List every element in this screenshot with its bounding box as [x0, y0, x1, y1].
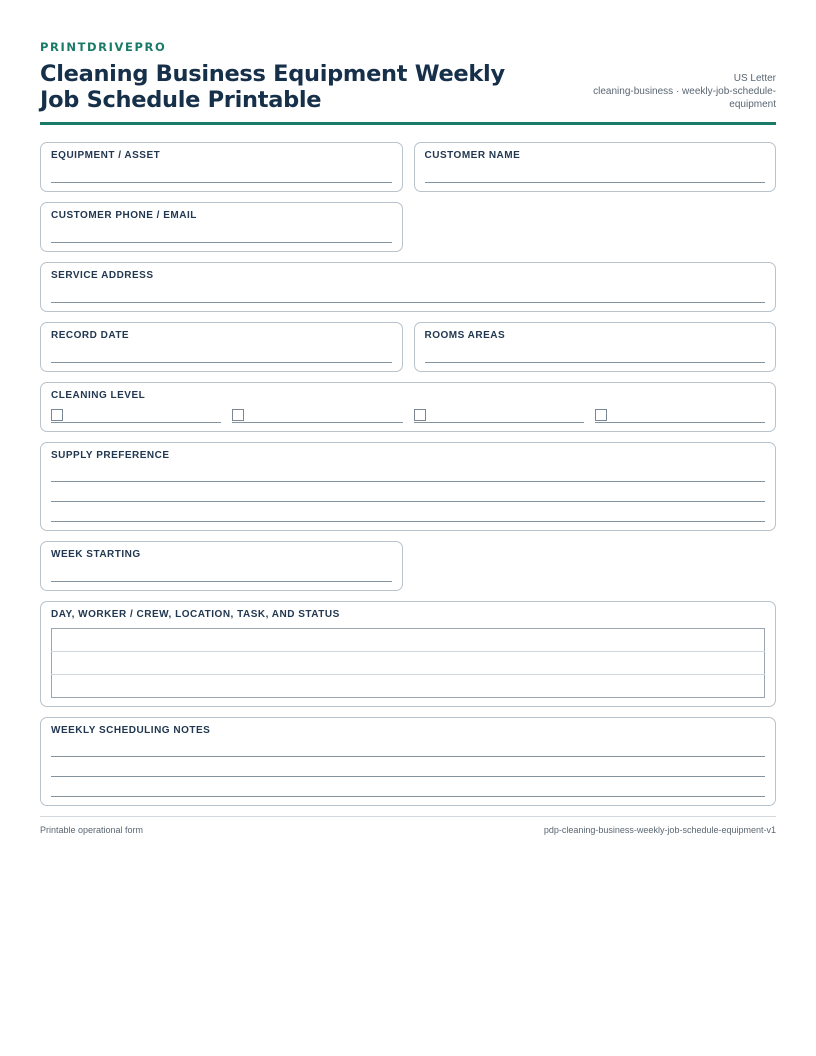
- cleaning-level-field: [40, 382, 776, 432]
- checkbox[interactable]: [414, 409, 426, 421]
- page-title: Cleaning Business Equipment Weekly Job Schedule Printable: [40, 61, 505, 113]
- record-date-input-line[interactable]: [51, 342, 392, 363]
- paper-size: US Letter: [733, 73, 776, 84]
- row-notes: [40, 717, 776, 806]
- category-path: cleaning-business · weekly-job-schedule-equipment: [593, 86, 776, 110]
- week-starting-field: [40, 541, 403, 591]
- week-starting-label: WEEK STARTING: [51, 549, 141, 560]
- schedule-table-label: DAY, WORKER / CREW, LOCATION, TASK, AND STATUS: [51, 609, 340, 620]
- service-address-input-line[interactable]: [51, 282, 765, 303]
- checkbox[interactable]: [232, 409, 244, 421]
- equipment-asset-input-line[interactable]: [51, 162, 392, 183]
- table-row: [52, 652, 765, 675]
- supply-preference-label: SUPPLY PREFERENCE: [51, 450, 170, 461]
- row-week: [40, 541, 776, 591]
- row-address: [40, 262, 776, 312]
- cleaning-level-label: CLEANING LEVEL: [51, 390, 146, 401]
- cleaning-level-option: [595, 409, 765, 423]
- customer-name-field: [414, 142, 777, 192]
- service-address-label: SERVICE ADDRESS: [51, 270, 154, 281]
- form-page: [40, 40, 776, 835]
- supply-preference-input-line[interactable]: [51, 462, 765, 482]
- weekly-notes-label: WEEKLY SCHEDULING NOTES: [51, 725, 211, 736]
- supply-preference-input-line[interactable]: [51, 502, 765, 522]
- row-supply: [40, 442, 776, 531]
- schedule-table-field: [40, 601, 776, 707]
- page-header: [40, 61, 776, 125]
- customer-contact-input-line[interactable]: [51, 222, 392, 243]
- table-cell[interactable]: [52, 652, 765, 675]
- cleaning-level-options: [51, 409, 765, 423]
- brand-name: PRINTDRIVEPRO: [40, 40, 167, 54]
- equipment-asset-field: [40, 142, 403, 192]
- record-date-label: RECORD DATE: [51, 330, 130, 341]
- rooms-areas-input-line[interactable]: [425, 342, 766, 363]
- weekly-notes-field: [40, 717, 776, 806]
- document-meta: [551, 72, 776, 113]
- table-cell[interactable]: [52, 629, 765, 652]
- table-row: [52, 675, 765, 698]
- cleaning-level-option: [232, 409, 402, 423]
- customer-name-label: CUSTOMER NAME: [424, 150, 521, 161]
- supply-preference-field: [40, 442, 776, 531]
- supply-preference-input-line[interactable]: [51, 482, 765, 502]
- page-footer: [40, 816, 776, 835]
- row-contact: [40, 202, 776, 252]
- schedule-table: [51, 628, 765, 698]
- service-address-field: [40, 262, 776, 312]
- cleaning-level-option: [51, 409, 221, 423]
- equipment-asset-label: EQUIPMENT / ASSET: [51, 150, 161, 161]
- record-date-field: [40, 322, 403, 372]
- row-date-rooms: [40, 322, 776, 372]
- week-starting-input-line[interactable]: [51, 561, 392, 582]
- row-cleaning-level: [40, 382, 776, 432]
- footer-form-id: pdp-cleaning-business-weekly-job-schedule-equipment-v1: [543, 825, 776, 835]
- rooms-areas-field: [414, 322, 777, 372]
- row-equipment-customer: [40, 142, 776, 192]
- weekly-notes-input-line[interactable]: [51, 757, 765, 777]
- cleaning-level-option: [414, 409, 584, 423]
- rooms-areas-label: ROOMS AREAS: [424, 330, 506, 341]
- customer-name-input-line[interactable]: [425, 162, 766, 183]
- row-schedule: [40, 601, 776, 707]
- checkbox[interactable]: [595, 409, 607, 421]
- customer-contact-label: CUSTOMER PHONE / EMAIL: [51, 210, 197, 221]
- weekly-notes-input-line[interactable]: [51, 737, 765, 757]
- customer-contact-field: [40, 202, 403, 252]
- table-row: [52, 629, 765, 652]
- footer-description: Printable operational form: [40, 825, 144, 835]
- form-fields: [40, 142, 776, 806]
- table-cell[interactable]: [52, 675, 765, 698]
- checkbox[interactable]: [51, 409, 63, 421]
- weekly-notes-input-line[interactable]: [51, 777, 765, 797]
